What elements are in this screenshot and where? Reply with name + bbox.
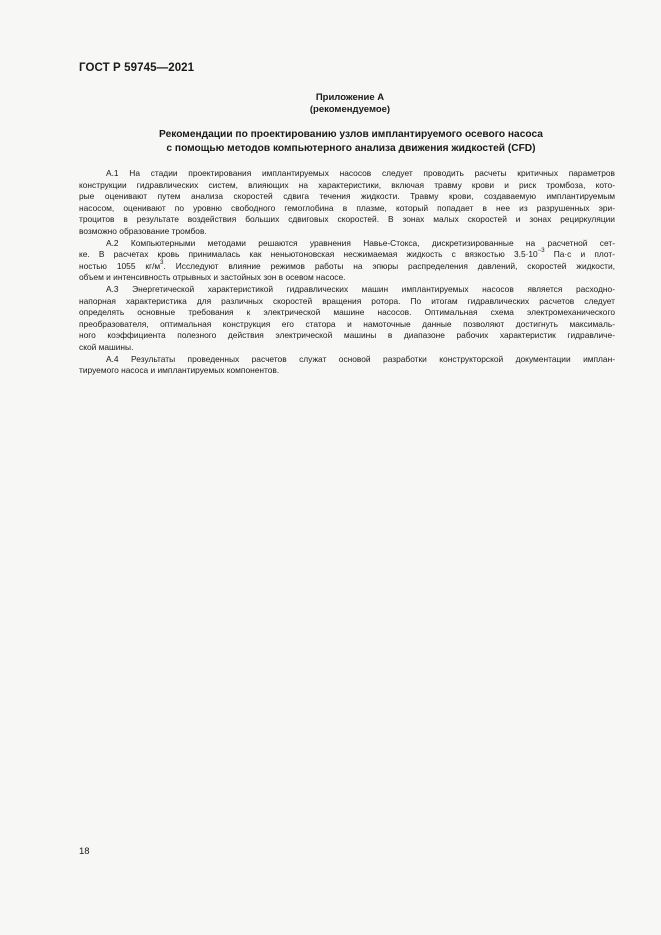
paragraph-line: насосом, оценивают по уровню свободного гемоглобина в плазме, который попадает в нее из разрушенных эри-: [79, 202, 615, 213]
viscosity-exponent: −3: [537, 248, 545, 255]
paragraph-line: напорная характеристика для различных скоростей вращения ротора. По итогам гидравлических расчетов следует: [79, 295, 615, 306]
appendix-title: Приложение А: [315, 92, 385, 103]
paragraph-a1: [79, 168, 615, 238]
paragraph-a2: [79, 238, 615, 284]
paragraph-line: рые оценивают путем анализа скоростей сдвига течения жидкости. Травму крови, создаваемую имплантируемым: [79, 191, 615, 202]
density-exponent: 3: [160, 259, 164, 266]
paragraph-a4: [79, 354, 615, 377]
standard-designation: ГОСТ Р 59745—2021: [79, 62, 195, 74]
paragraph-line: А.2 Компьютерными методами решаются уравнения Навье-Стокса, дискретизированные на расчетной сет-: [106, 237, 615, 248]
paragraph-line: объем и интенсивность отрывных и застойных зон в осевом насосе.: [79, 272, 346, 283]
paragraph-line: А.3 Энергетической характеристикой гидравлических машин имплантируемых насосов является расходно-: [106, 283, 615, 294]
paragraph-line: ного коэффициента полезного действия электрической машины в диапазоне рабочих характеристик гидравличе-: [79, 330, 615, 341]
paragraph-line: ской машины.: [79, 341, 134, 352]
paragraph-line: тируемого насоса и имплантируемых компонентов.: [79, 365, 280, 376]
page-number: 18: [79, 846, 90, 857]
density-text: ностью 1055 кг/м: [79, 260, 161, 271]
paragraph-line: [79, 261, 615, 273]
density-rest-text: . Исследуют влияние режимов работы на эпюры распределения давлений, скоростей жидкости,: [163, 260, 615, 271]
paragraph-line: троцитов в результате воздействия больших сдвиговых скоростей. В зонах малых скоростей и зонах рециркуляции: [79, 214, 615, 225]
viscosity-unit-text: Па·с и плот-: [544, 249, 615, 260]
section-heading-line-2: с помощью методов компьютерного анализа движения жидкостей (CFD): [166, 143, 536, 154]
paragraph-line: [79, 249, 615, 261]
paragraph-line: А.1 На стадии проектирования имплантируемых насосов следует проводить расчеты критичных параметров: [106, 168, 615, 178]
body-text: [79, 168, 615, 377]
section-heading-line-1: Рекомендации по проектированию узлов имплантируемого осевого насоса: [159, 129, 543, 140]
paragraph-line: определять основные требования к электрической машине насосов. Оптимальная схема электромеханического: [79, 307, 615, 318]
paragraph-a3: [79, 284, 615, 354]
paragraph-line: возможно образование тромбов.: [79, 225, 207, 236]
appendix-status: (рекомендуемое): [309, 104, 391, 115]
viscosity-text: ке. В расчетах кровь принималась как неньютоновская несжимаемая жидкость с вязкостью 3.5·10: [79, 249, 538, 260]
paragraph-line: конструкции гидравлических систем, влияющих на характеристики, включая травму крови и риск тромбоза, кото-: [79, 179, 615, 190]
paragraph-line: А.4 Результаты проведенных расчетов служат основой разработки конструкторской документации имплан-: [106, 353, 615, 364]
paragraph-line: преобразователя, оптимальная конструкция его статора и намоточные данные позволяют достигнуть максималь-: [79, 318, 615, 329]
